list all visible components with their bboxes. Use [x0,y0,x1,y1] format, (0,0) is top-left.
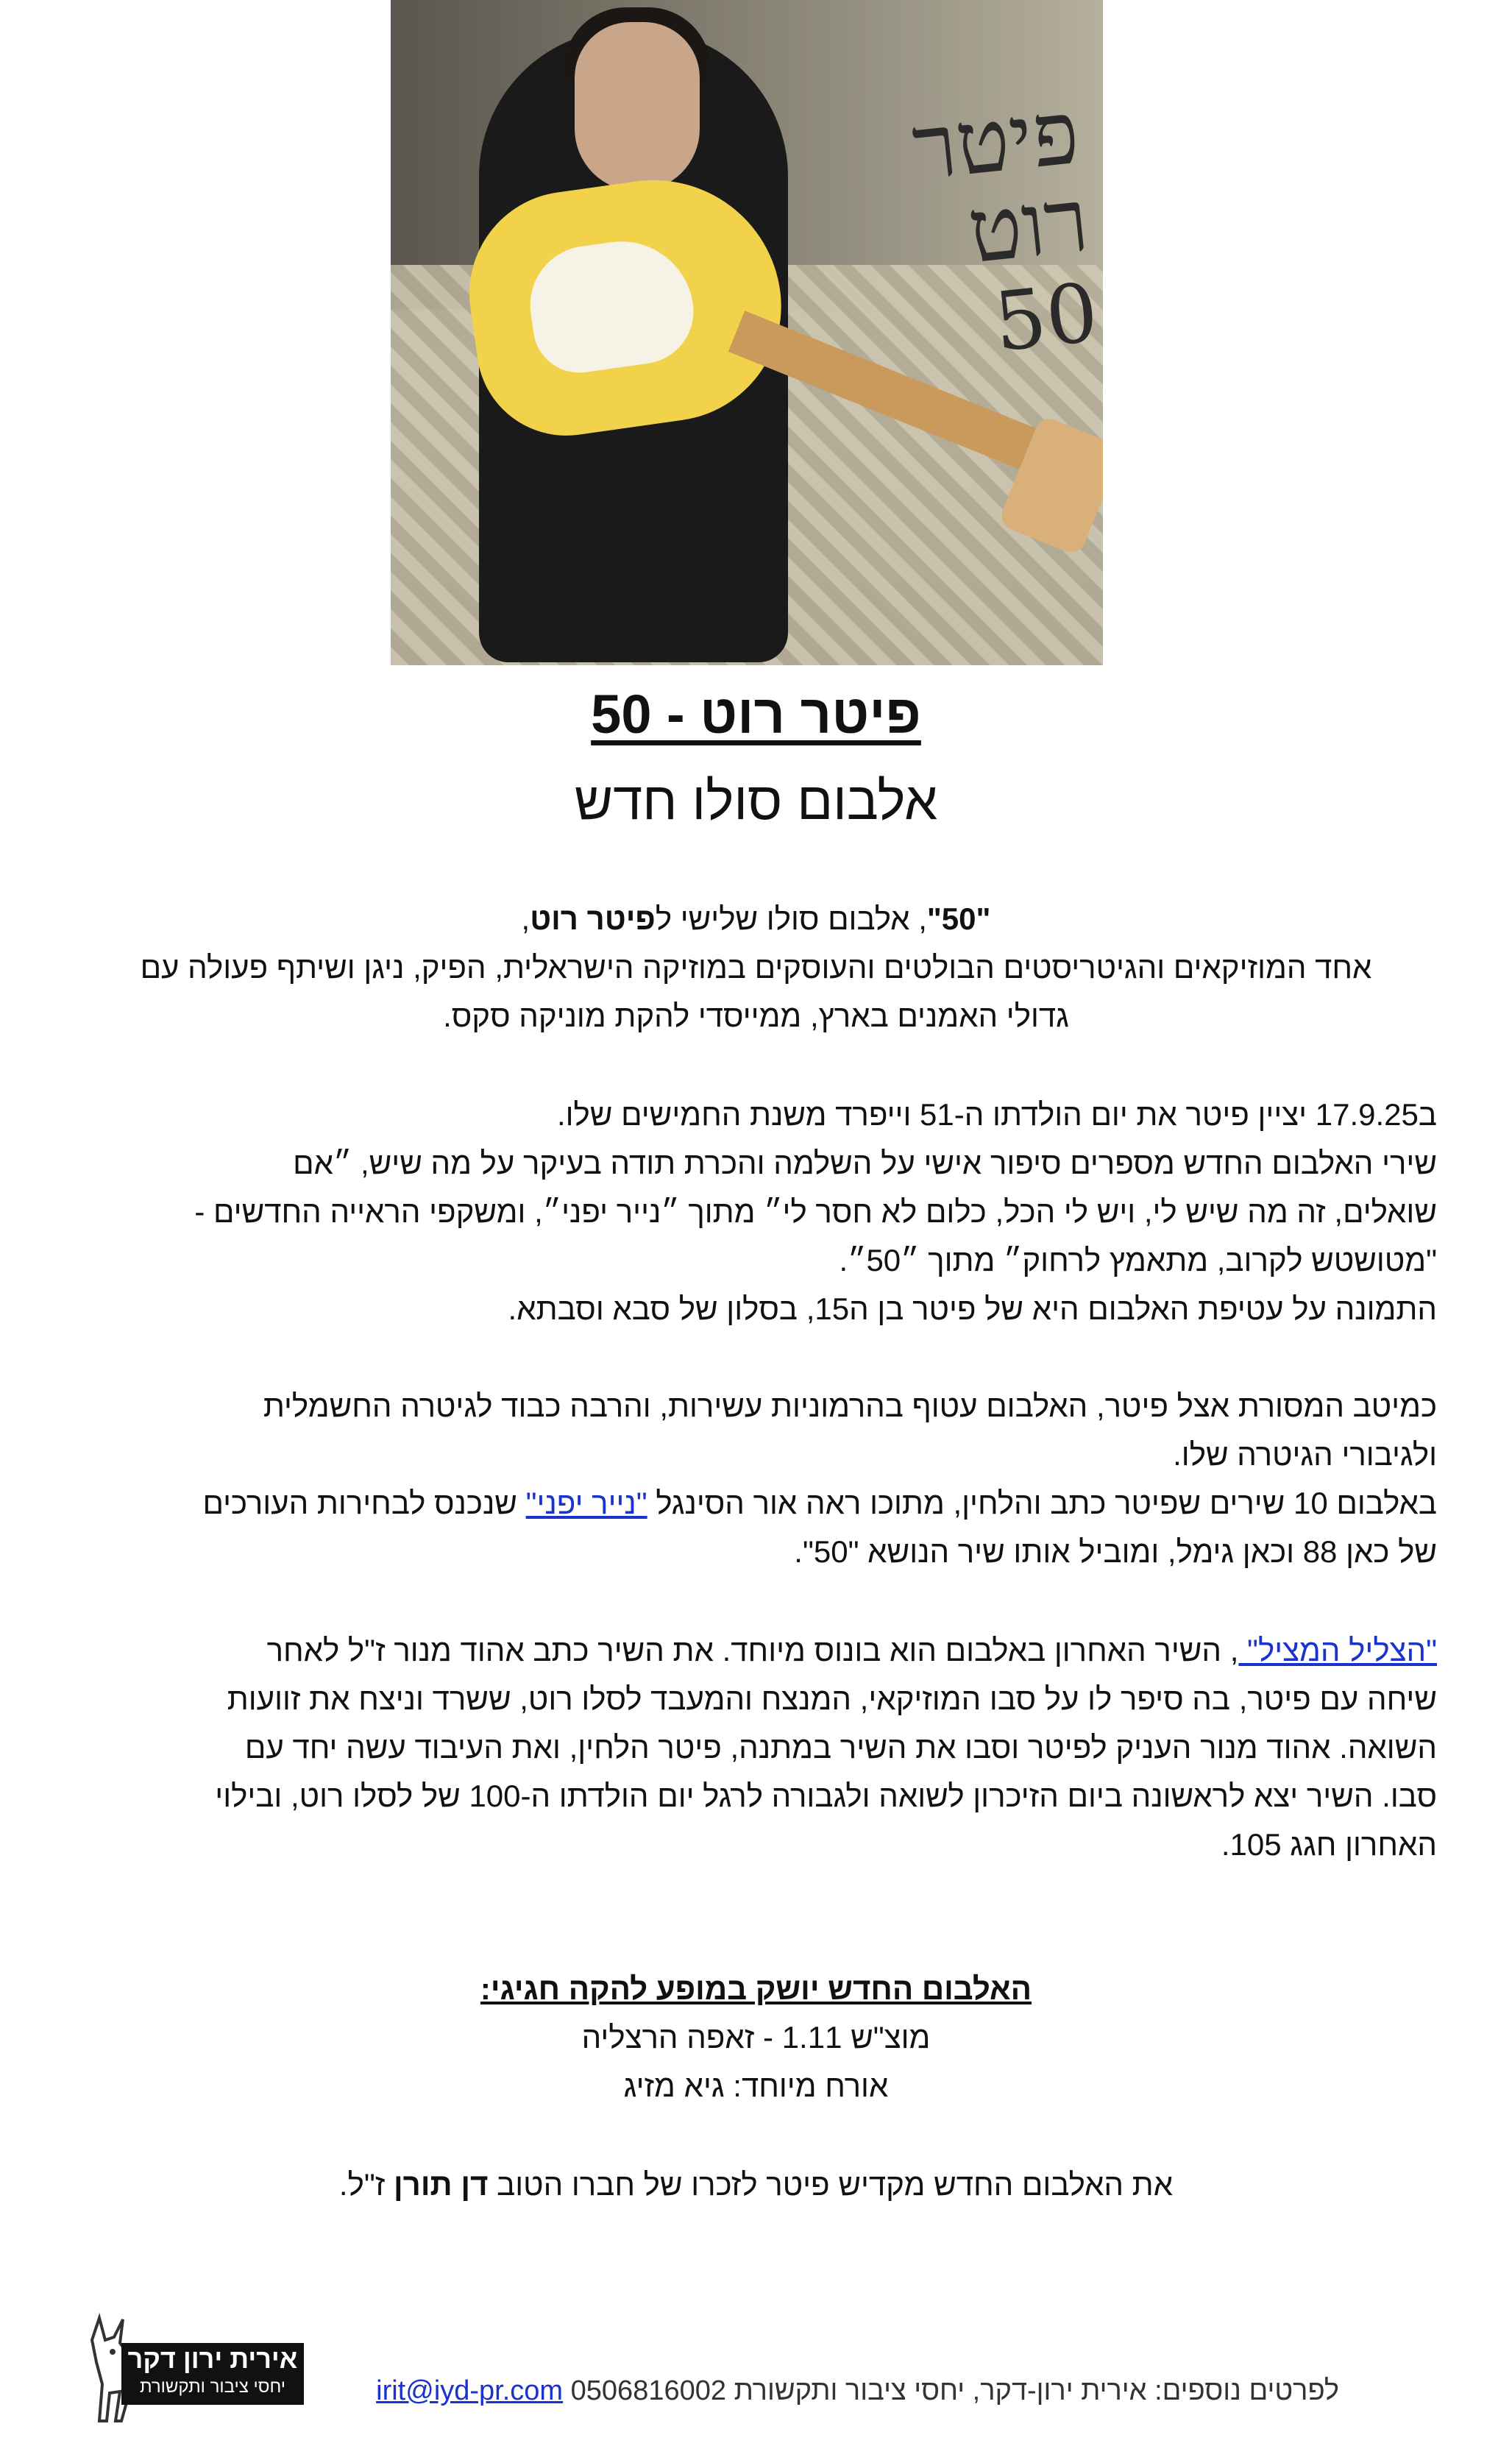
page-subtitle: אלבום סולו חדש [574,772,938,831]
para3-line-3 [202,1479,1437,1528]
intro-line-3: גדולי האמנים בארץ, ממייסדי להקת מוניקה סקס. [443,999,1069,1033]
intro-line-1 [0,895,1512,943]
logo-line2: יחסי ציבור ותקשורת [139,2377,286,2397]
intro-line1-end: , [521,901,530,936]
cover-handwritten-signature [796,81,1103,370]
footer-email-link[interactable]: irit@iyd-pr.com [376,2375,564,2406]
intro-line1-mid: , אלבום סולו שלישי ל [655,901,927,936]
cover-signature-line1: פיטר רוט [907,81,1093,284]
para2-line-4: "מטושטש לקרוב, מתאמץ לרחוק״ מתוך ״50״. [839,1243,1437,1277]
para4-line-3: השואה. אהוד מנור העניק לפיטר וסבו את השיר במתנה, פיטר הלחין, ואת העיבוד עשה יחד עם [244,1730,1437,1765]
logo-text-box [121,2343,304,2405]
launch-date-line: מוצ"ש 1.11 - זאפה הרצליה [581,2020,931,2055]
para2-line-1: ב17.9.25 יציין פיטר את יום הולדתו ה-51 וייפרד משנת החמישים שלו. [556,1097,1437,1132]
footer-phone: 0506816002 [570,2375,726,2406]
dedication-line [0,2160,1512,2209]
intro-line-2: אחד המוזיקאים והגיטריסטים הבולטים והעוסקים במוזיקה הישראלית, הפיק, ניגן ושיתף פעולה עם [140,950,1372,985]
dedication-name: דן תורן [393,2167,489,2202]
footer-contact [376,2375,1339,2407]
cover-face [575,22,700,191]
footer [0,2311,1512,2446]
para3-line-4: של כאן 88 וכאן גימל, ומוביל אותו שיר הנושא "50". [794,1534,1437,1569]
launch-heading: האלבום החדש יושק במופע להקה חגיגי: [480,1971,1032,2006]
para4-line-1 [267,1626,1437,1675]
para4-line1-rest: , השיר האחרון באלבום הוא בונוס מיוחד. את השיר כתב אהוד מנור ז"ל לאחר [266,1633,1239,1667]
album-cover-image [391,0,1103,665]
para4-line-2: שיחה עם פיטר, בה סיפר לו על סבו המוזיקאי, המנצח והמעבד לסלו רוט, ששרד וניצח את זוועות [227,1681,1437,1716]
song-hatzlil-hamatzil-link[interactable]: "הצליל המציל" [1238,1633,1437,1667]
logo-line1: אירית ירון דקר [127,2344,298,2374]
para3-line-2: ולגיבורי הגיטרה שלו. [1173,1437,1437,1472]
para3-line3-start: באלבום 10 שירים שפיטר כתב והלחין, מתוכו ראה אור הסינגל [647,1486,1437,1520]
company-logo [77,2311,305,2428]
dedication-start: את האלבום החדש מקדיש פיטר לזכרו של חברו הטוב [488,2167,1174,2202]
para2-line-2: שירי האלבום החדש מספרים סיפור אישי על השלמה והכרת תודה בעיקר על מה שיש, ״אם [293,1146,1437,1180]
intro-album-name: "50" [926,901,991,936]
single-nyar-yapani-link[interactable]: "נייר יפני" [525,1486,647,1520]
page-title: פיטר רוט - 50 [591,684,921,745]
dedication-end: ז"ל. [338,2167,394,2202]
para3-line3-end: שנכנס לבחירות העורכים [202,1486,526,1520]
footer-label: לפרטים נוספים: אירית ירון-דקר, יחסי ציבור ותקשורת [734,2375,1339,2406]
para2-line-3: שואלים, זה מה שיש לי, ויש לי הכל, כלום לא חסר לי״ מתוך ״נייר יפני״, ומשקפי הראייה החדשים - [194,1194,1437,1229]
para2-line-5: התמונה על עטיפת האלבום היא של פיטר בן ה15, בסלון של סבא וסבתא. [508,1291,1437,1326]
intro-artist-name: פיטר רוט [530,901,656,936]
para3-line-1: כמיטב המסורת אצל פיטר, האלבום עטוף בהרמוניות עשירות, והרבה כבוד לגיטרה החשמלית [263,1389,1437,1423]
para4-line-5: האחרון חגג 105. [1221,1827,1437,1862]
launch-guest-line: אורח מיוחד: גיא מזיג [623,2069,889,2103]
para4-line-4: סבו. השיר יצא לראשונה ביום הזיכרון לשואה ולגבורה לרגל יום הולדתו ה-100 של לסלו רוט, ובילוי [215,1779,1437,1813]
cover-signature-line2: 50 [990,265,1103,370]
